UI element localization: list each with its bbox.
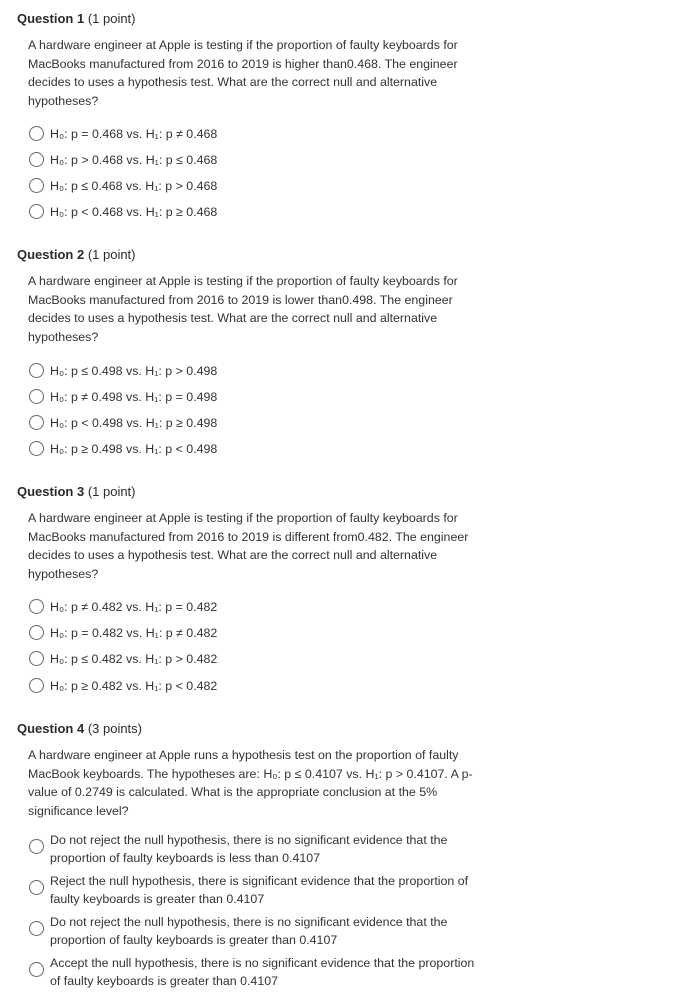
answer-label-line[interactable]: Accept the null hypothesis, there is no significant evidence that the proportion (50, 956, 475, 970)
question-text (28, 272, 498, 346)
answer-label[interactable] (50, 954, 474, 990)
question-header (17, 721, 142, 737)
radio-button[interactable] (29, 363, 44, 378)
answer-label[interactable]: H₀: p ≤ 0.498 vs. H₁: p > 0.498 (50, 364, 218, 378)
question-number: Question 4 (17, 721, 85, 736)
answer-option-4[interactable] (29, 954, 499, 992)
question-text-line: decides to uses a hypothesis test. What are the correct null and alternative (28, 548, 438, 562)
question-text-line: MacBooks manufactured from 2016 to 2019 is different from0.482. The engineer (28, 529, 469, 544)
answer-option-4[interactable] (29, 440, 499, 460)
question-text-line: hypotheses? (28, 329, 99, 344)
answer-label[interactable]: H₀: p > 0.468 vs. H₁: p ≤ 0.468 (50, 153, 218, 167)
answer-option-2[interactable] (29, 872, 499, 910)
question-text (28, 36, 498, 110)
radio-button[interactable] (29, 389, 44, 404)
question-text-line: hypotheses? (28, 566, 99, 581)
question-header (17, 484, 136, 500)
radio-button[interactable] (29, 625, 44, 640)
question-text (28, 509, 498, 583)
question-text-line: A hardware engineer at Apple is testing if the proportion of faulty keyboards for (28, 511, 458, 525)
radio-button[interactable] (29, 651, 44, 666)
answer-option-2[interactable] (29, 624, 499, 644)
answer-label-line[interactable]: Do not reject the null hypothesis, there is no significant evidence that the (50, 915, 448, 929)
question-points: (1 point) (87, 247, 136, 262)
answer-label[interactable]: H₀: p < 0.498 vs. H₁: p ≥ 0.498 (50, 416, 218, 430)
answer-option-4[interactable] (29, 203, 499, 223)
answer-label[interactable]: H₀: p ≥ 0.498 vs. H₁: p < 0.498 (50, 442, 218, 456)
answer-option-1[interactable] (29, 125, 499, 145)
answer-label[interactable]: H₀: p < 0.468 vs. H₁: p ≥ 0.468 (50, 205, 218, 219)
question-points: (1 point) (87, 11, 136, 26)
answer-label[interactable]: H₀: p ≤ 0.468 vs. H₁: p > 0.468 (50, 179, 218, 193)
question-header (17, 247, 136, 263)
answer-label[interactable]: H₀: p = 0.468 vs. H₁: p ≠ 0.468 (50, 127, 218, 141)
radio-button[interactable] (29, 962, 44, 977)
radio-button[interactable] (29, 678, 44, 693)
answer-option-2[interactable] (29, 388, 499, 408)
answer-label-line[interactable]: proportion of faulty keyboards is greater than 0.4107 (50, 933, 338, 947)
question-header (17, 11, 136, 27)
answer-label-line[interactable]: faulty keyboards is greater than 0.4107 (50, 892, 265, 906)
question-number: Question 1 (17, 11, 85, 26)
question-points: (1 point) (87, 484, 136, 499)
answer-label-line[interactable]: Reject the null hypothesis, there is significant evidence that the proportion of (50, 874, 469, 888)
answer-option-3[interactable] (29, 650, 499, 670)
answer-label[interactable] (50, 872, 468, 908)
answer-label-line[interactable]: Do not reject the null hypothesis, there is no significant evidence that the (50, 833, 448, 847)
question-text-line: A hardware engineer at Apple is testing if the proportion of faulty keyboards for (28, 274, 458, 288)
question-text-line: hypotheses? (28, 93, 99, 108)
question-text-line: decides to uses a hypothesis test. What are the correct null and alternative (28, 311, 438, 325)
radio-button[interactable] (29, 441, 44, 456)
radio-button[interactable] (29, 204, 44, 219)
question-text-line: value of 0.2749 is calculated. What is the appropriate conclusion at the 5% (28, 785, 438, 799)
radio-button[interactable] (29, 839, 44, 854)
answer-option-2[interactable] (29, 151, 499, 171)
answer-option-3[interactable] (29, 913, 499, 951)
answer-label-line[interactable]: proportion of faulty keyboards is less than 0.4107 (50, 851, 321, 865)
question-text (28, 746, 498, 820)
question-text-line: A hardware engineer at Apple runs a hypothesis test on the proportion of faulty (28, 748, 459, 762)
radio-button[interactable] (29, 126, 44, 141)
answer-option-4[interactable] (29, 677, 499, 697)
question-text-line: MacBook keyboards. The hypotheses are: H₀: p ≤ 0.4107 vs. H₁: p > 0.4107. A p- (28, 766, 473, 781)
question-text-line: MacBooks manufactured from 2016 to 2019 is lower than0.498. The engineer (28, 292, 453, 307)
answer-label[interactable] (50, 831, 447, 867)
answer-label[interactable]: H₀: p ≠ 0.498 vs. H₁: p = 0.498 (50, 390, 218, 404)
answer-label[interactable]: H₀: p ≠ 0.482 vs. H₁: p = 0.482 (50, 600, 218, 614)
question-number: Question 2 (17, 247, 85, 262)
answer-label[interactable]: H₀: p = 0.482 vs. H₁: p ≠ 0.482 (50, 626, 218, 640)
question-text-line: decides to uses a hypothesis test. What are the correct null and alternative (28, 75, 438, 89)
question-text-line: significance level? (28, 803, 129, 818)
question-text-line: MacBooks manufactured from 2016 to 2019 is higher than0.468. The engineer (28, 56, 458, 71)
answer-option-1[interactable] (29, 598, 499, 618)
answer-option-3[interactable] (29, 177, 499, 197)
answer-option-3[interactable] (29, 414, 499, 434)
question-number: Question 3 (17, 484, 85, 499)
answer-label[interactable] (50, 913, 447, 949)
answer-option-1[interactable] (29, 831, 499, 869)
radio-button[interactable] (29, 178, 44, 193)
radio-button[interactable] (29, 921, 44, 936)
answer-option-1[interactable] (29, 362, 499, 382)
radio-button[interactable] (29, 152, 44, 167)
answer-label[interactable]: H₀: p ≤ 0.482 vs. H₁: p > 0.482 (50, 652, 218, 666)
question-points: (3 points) (87, 721, 143, 736)
answer-label[interactable]: H₀: p ≥ 0.482 vs. H₁: p < 0.482 (50, 679, 218, 693)
radio-button[interactable] (29, 880, 44, 895)
radio-button[interactable] (29, 599, 44, 614)
answer-label-line[interactable]: of faulty keyboards is greater than 0.4107 (50, 974, 278, 988)
question-text-line: A hardware engineer at Apple is testing if the proportion of faulty keyboards for (28, 38, 458, 52)
radio-button[interactable] (29, 415, 44, 430)
